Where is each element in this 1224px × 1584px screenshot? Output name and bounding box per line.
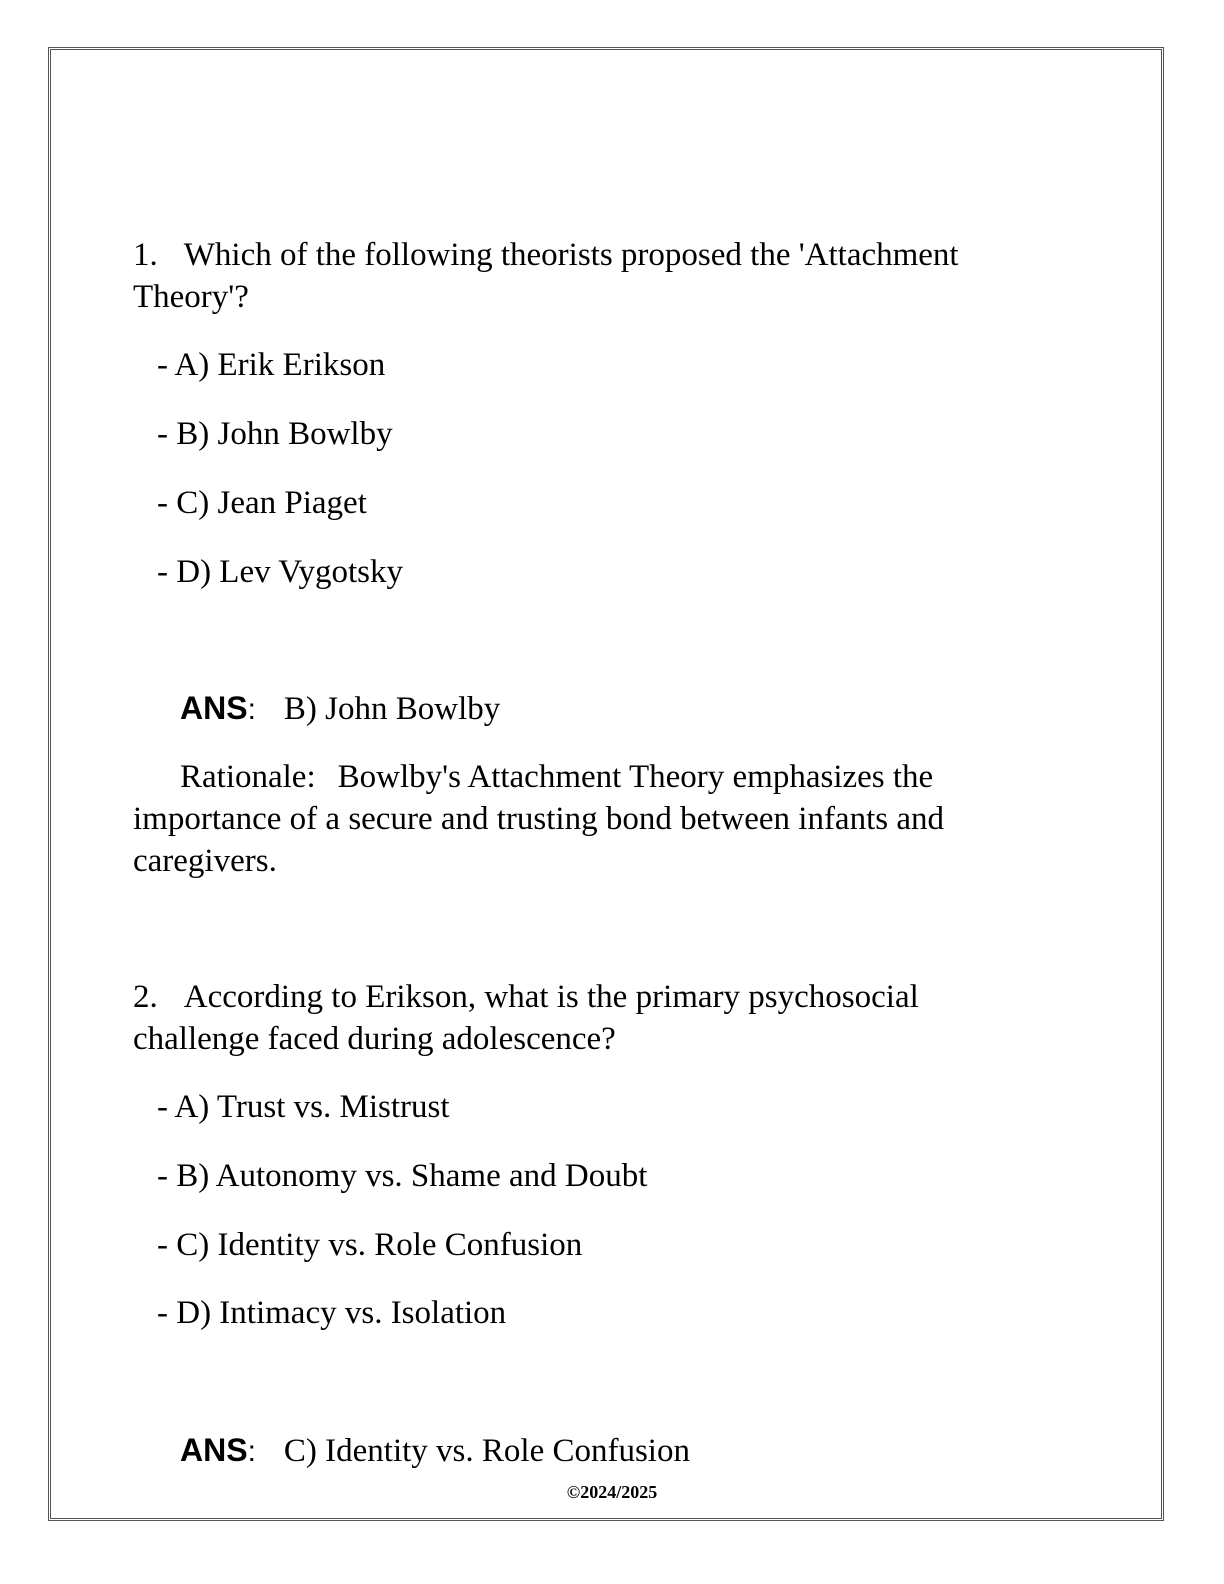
- question-1-answer-label: ANS: [180, 690, 248, 726]
- question-2-answer-label: ANS: [180, 1432, 248, 1468]
- question-2-answer-colon: :: [247, 1435, 256, 1468]
- question-2-option-c: - C) Identity vs. Role Confusion: [157, 1227, 583, 1263]
- question-1-rationale-line1: [180, 756, 933, 798]
- question-1-rationale-text1: Bowlby's Attachment Theory emphasizes the: [337, 759, 934, 795]
- question-2-answer-row: [180, 1429, 690, 1473]
- question-2-text-line1: [133, 976, 919, 1018]
- question-1-answer-colon: :: [247, 693, 256, 726]
- question-1-answer-row: [180, 687, 500, 731]
- question-2-line1: According to Erikson, what is the primary psychosocial: [183, 979, 919, 1015]
- question-2-option-a: - A) Trust vs. Mistrust: [157, 1089, 450, 1125]
- question-1-rationale-label: Rationale:: [180, 759, 316, 795]
- question-1-option-b: - B) John Bowlby: [157, 416, 393, 452]
- question-1-text-line1: [133, 234, 959, 276]
- question-1-option-a: - A) Erik Erikson: [157, 347, 386, 383]
- question-1-answer: B) John Bowlby: [283, 691, 501, 727]
- question-1-number: 1.: [133, 237, 158, 273]
- question-1-line1: Which of the following theorists proposed the 'Attachment: [183, 237, 959, 273]
- question-2-option-b: - B) Autonomy vs. Shame and Doubt: [157, 1158, 648, 1194]
- question-1-rationale-line2: importance of a secure and trusting bond between infants and: [133, 801, 944, 837]
- question-1-option-d: - D) Lev Vygotsky: [157, 554, 403, 590]
- question-2-line2: challenge faced during adolescence?: [133, 1021, 616, 1057]
- question-2-number: 2.: [133, 979, 158, 1015]
- copyright-footer: ©2024/2025: [566, 1482, 658, 1502]
- question-1-option-c: - C) Jean Piaget: [157, 485, 367, 521]
- question-2-answer: C) Identity vs. Role Confusion: [283, 1433, 690, 1469]
- question-1-rationale-line3: caregivers.: [133, 843, 277, 879]
- question-1-line2: Theory'?: [133, 279, 249, 315]
- question-2-option-d: - D) Intimacy vs. Isolation: [157, 1295, 507, 1331]
